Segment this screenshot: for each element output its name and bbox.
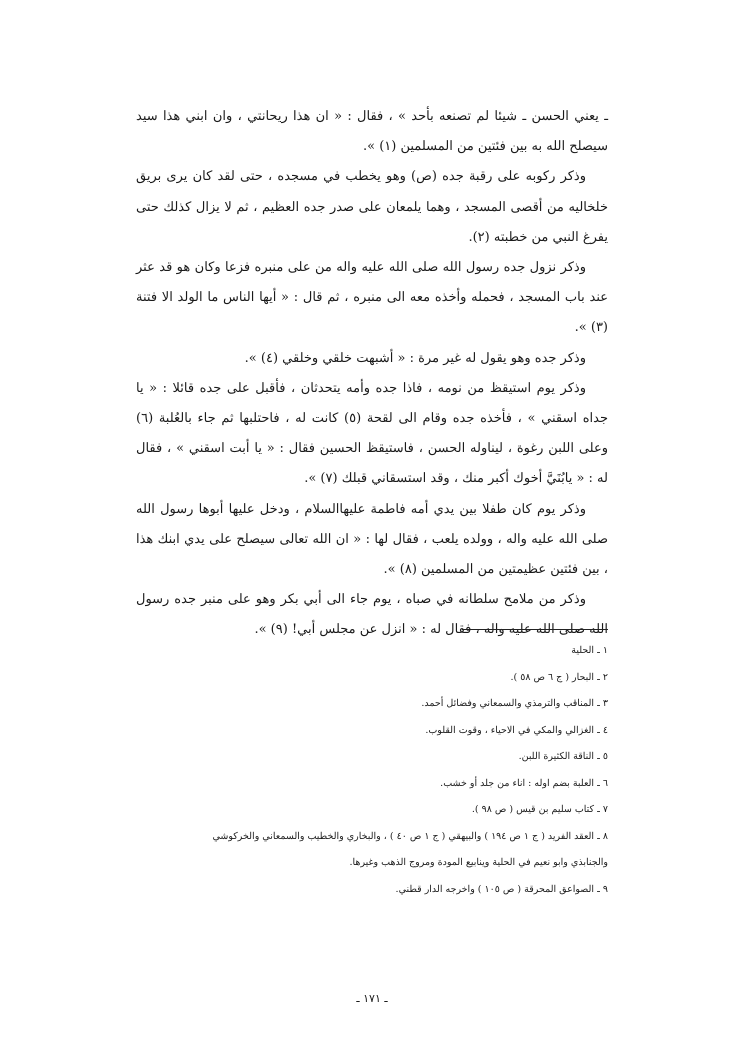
footnote-4: ٤ ـ الغزالي والمكي في الاحياء ، وقوت القلوب.: [425, 724, 608, 736]
paragraph-5: وذكر يوم استيقظ من نومه ، فاذا جده وأمه يتحدثان ، فأقبل على جده قائلا : « يا جداه اسقني » ، فأخذه جده وقام الى لقحة (٥) كانت له ، فاحتلبها ثم جاء بالعُلبة (٦) وعلى اللبن رغوة ، ليناوله الحسن ، فاستيقظ الحسين فقال : « يا أبت اسقني » ، فقال له : « يابُنَيَّ أخوك أكبر منك ، وقد استسقاني قبلك (٧) ».: [136, 380, 608, 487]
footnote-6: ٦ ـ العلبة بضم اوله : اناء من جلد أو خشب.: [440, 777, 608, 789]
paragraph-4: وذكر جده وهو يقول له غير مرة : « أشبهت خلقي وخلقي (٤) ».: [244, 350, 586, 366]
footnote-8-continuation: والجنابذي وابو نعيم في الحلية وينابيع المودة ومروج الذهب وغيرها.: [349, 857, 608, 868]
footnotes: [136, 638, 608, 903]
footnote-5: ٥ ـ الناقة الكثيرة اللبن.: [518, 751, 608, 762]
paragraph-2: وذكر ركوبه على رقبة جده (ص) وهو يخطب في مسجده ، حتى لقد كان يرى بريق خلخاليه من أقصى المسجد ، وهما يلمعان على صدر جده العظيم ، ثم لا يزال كذلك حتى يفرغ النبي من خطبته (٢).: [136, 169, 608, 245]
footnote-2: ٢ ـ البحار ( ج ٦ ص ٥٨ ).: [510, 671, 608, 683]
footnote-7: ٧ ـ كتاب سليم بن قيس ( ص ٩٨ ).: [471, 804, 608, 815]
paragraph-3: وذكر نزول جده رسول الله صلى الله عليه واله من على منبره فزعا وكان هو قد عثر عند باب المسجد ، فحمله وأخذه معه الى منبره ، ثم قال : « أيها الناس ما الولد الا فتنة (٣) ».: [136, 260, 608, 336]
footnote-9: ٩ ـ الصواعق المحرقة ( ص ١٠٥ ) واخرجه الدار قطني.: [395, 883, 608, 895]
footnote-8: ٨ ـ العقد الفريد ( ج ١ ص ١٩٤ ) والبيهقي ( ج ١ ص ٤٠ ) ، والبخاري والخطيب والسمعاني والخركوشي: [212, 830, 608, 842]
page-number: ـ ١٧١ ـ: [356, 992, 388, 1005]
body-text: [136, 102, 608, 646]
paragraph-6: وذكر يوم كان طفلا بين يدي أمه فاطمة عليها‌السلام ، ودخل عليها أبوها رسول الله صلى الله عليه واله ، وولده يلعب ، فقال لها : « ان الله تعالى سيصلح على يدي ابنك هذا ، بين فئتين عظيمتين من المسلمين (٨) ».: [136, 501, 608, 578]
footnote-separator: [462, 629, 608, 630]
paragraph-7: وذكر من ملامح سلطانه في صباه ، يوم جاء الى أبي بكر وهو على منبر جده رسول الله صلى الله عليه واله ، فقال له : « انزل عن مجلس أبي! (٩) ».: [136, 592, 608, 638]
paragraph-1: ـ يعني الحسن ـ شيئا لم تصنعه بأحد » ، فقال : « ان هذا ريحانتي ، وان ابني هذا سيد سيصلح الله به بين فئتين من المسلمين (١) ».: [136, 109, 608, 155]
footnote-1: ١ ـ الحلية: [571, 645, 608, 656]
footnote-3: ٣ ـ المناقب والترمذي والسمعاني وفضائل أحمد.: [421, 698, 608, 709]
